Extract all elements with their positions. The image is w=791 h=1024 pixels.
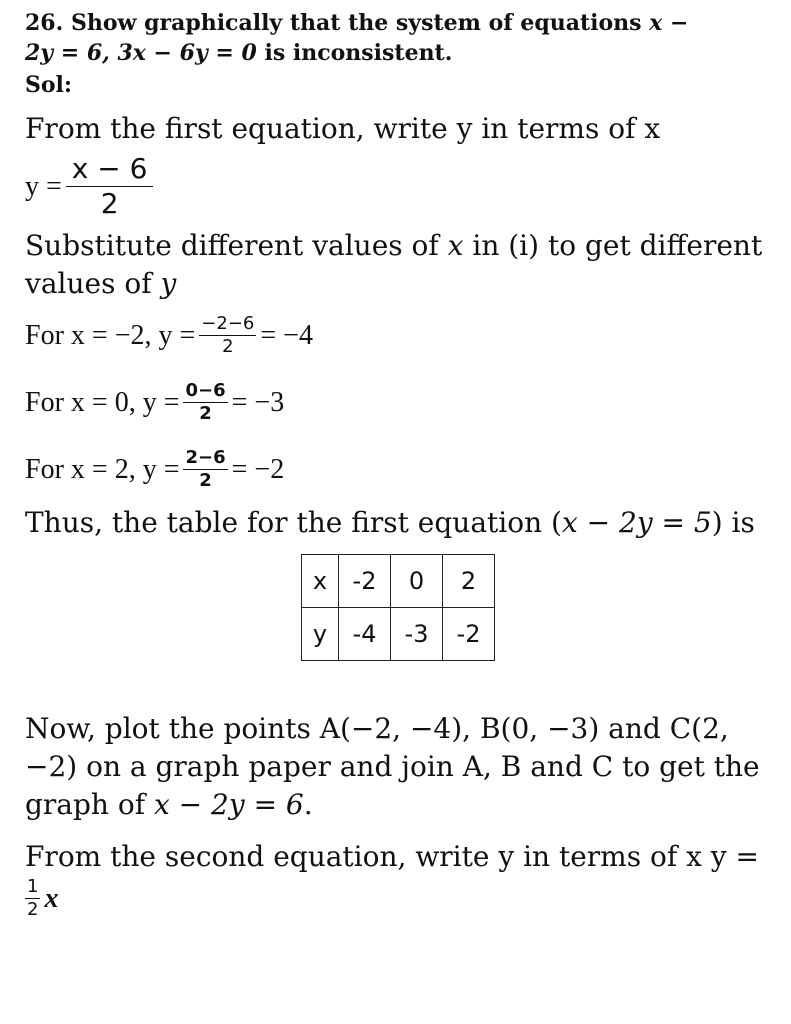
table-intro-equation: x − 2y = 5 [561, 506, 712, 539]
values-table [301, 554, 495, 661]
calc-rhs: = −4 [260, 319, 313, 351]
calc-fraction [199, 313, 256, 358]
calc-line [25, 447, 765, 492]
table-cell: -3 [391, 608, 443, 661]
step2-var-y: y [160, 267, 177, 300]
table-cell: -2 [339, 555, 391, 608]
table-cell: -4 [339, 608, 391, 661]
calc-line [25, 313, 765, 358]
step2-var-x: x [447, 229, 464, 262]
step3-text: From the second equation, write y in terms of x y = [25, 840, 759, 873]
step1-numerator: x − 6 [71, 152, 148, 185]
question-number: 26. [25, 10, 64, 36]
table-wrapper [25, 554, 765, 666]
calc-rhs: = −3 [231, 386, 285, 418]
table-intro [25, 504, 765, 542]
table-intro-text-a: Thus, the table for the first equation ( [25, 506, 562, 539]
question-text-b: is inconsistent. [256, 40, 453, 66]
plot-equation: x − 2y = 6 [153, 788, 304, 821]
question-equation-part1: x − [649, 10, 689, 36]
step2-text [25, 227, 765, 303]
step3-var: x [44, 882, 59, 914]
question-title [25, 8, 765, 68]
calc-numerator: 0−6 [185, 380, 226, 401]
plot-text-a: Now, plot the points A(−2, −4), B(0, −3) and C(2, −2) on a graph paper and join A, B and C to get the graph of [25, 712, 760, 821]
calc-numerator: −2−6 [201, 313, 255, 334]
plot-text-b: . [303, 788, 313, 821]
calc-denominator: 2 [222, 336, 234, 357]
table-cell: -2 [443, 608, 495, 661]
step1-equation [25, 152, 765, 221]
question-equation-part2: 2y = 6, 3x − 6y = 0 [25, 40, 257, 66]
step2-text-b: in (i) to get different values of [25, 229, 763, 300]
solution-page [25, 8, 765, 921]
step1-lhs: y = [25, 170, 62, 202]
calc-denominator: 2 [199, 403, 212, 424]
calc-numerator: 2−6 [185, 447, 226, 468]
step1-denominator: 2 [100, 187, 119, 220]
table-cell: x [302, 555, 339, 608]
calc-line [25, 380, 765, 425]
calc-denominator: 2 [199, 470, 212, 491]
question-text-a: Show graphically that the system of equations [63, 10, 650, 36]
calc-lhs: For x = 2, y = [25, 453, 180, 485]
step3-fraction [25, 876, 40, 921]
calc-lhs: For x = 0, y = [25, 386, 180, 418]
table-cell: 2 [443, 555, 495, 608]
step1-text: From the first equation, write y in terms of x [25, 112, 661, 145]
calc-rhs: = −2 [231, 453, 285, 485]
step3-denominator: 2 [27, 899, 39, 920]
step1-fraction [66, 152, 154, 221]
step2-text-a: Substitute different values of [25, 229, 448, 262]
calc-fraction [183, 380, 227, 425]
calc-lhs: For x = −2, y = [25, 319, 196, 351]
table-row [302, 555, 495, 608]
calc-fraction [183, 447, 227, 492]
step3-numerator: 1 [27, 876, 39, 897]
table-cell: y [302, 608, 339, 661]
plot-text [25, 710, 765, 824]
sol-label: Sol: [25, 72, 73, 98]
table-row [302, 608, 495, 661]
table-cell: 0 [391, 555, 443, 608]
table-intro-text-b: ) is [711, 506, 755, 539]
step3-equation [25, 876, 765, 921]
